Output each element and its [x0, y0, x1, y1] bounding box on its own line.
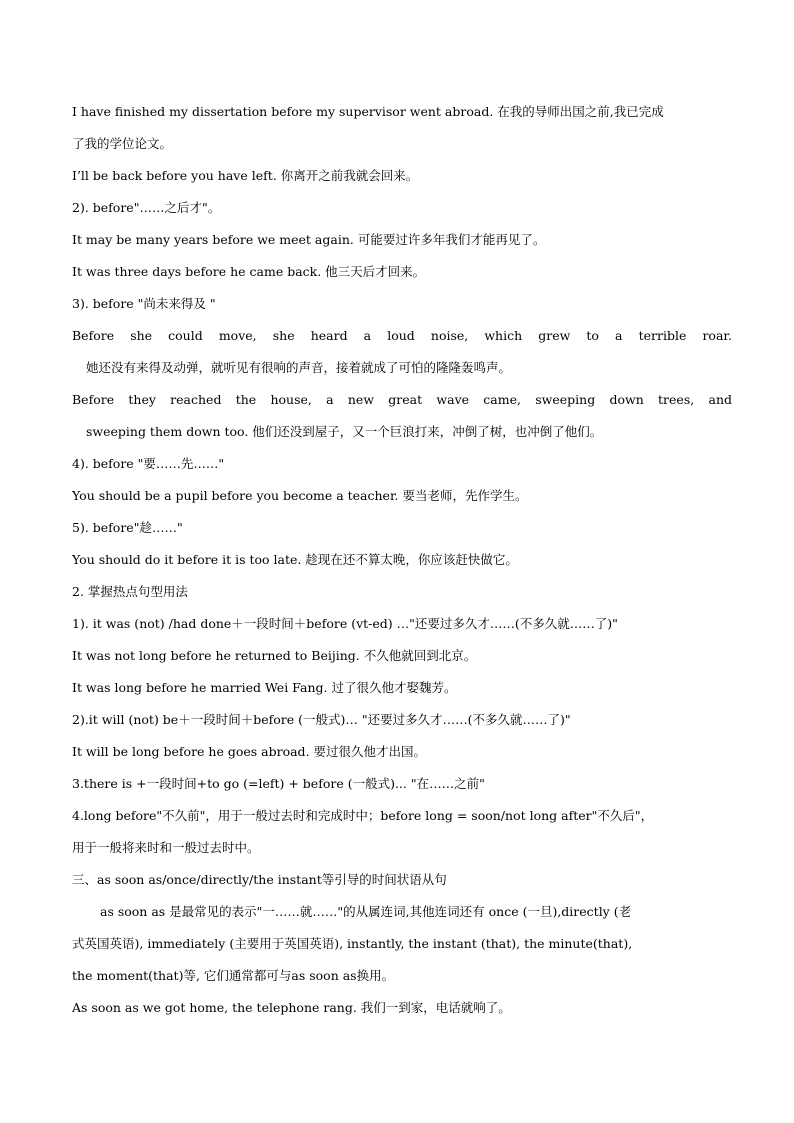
text-line: As soon as we got home, the telephone rang. 我们一到家，电话就响了。	[72, 1000, 511, 1015]
text-line: Before they reached the house, a new great wave came, sweeping down trees, and	[72, 392, 732, 407]
text-line: sweeping them down too. 他们还没到屋子，又一个巨浪打来，冲倒了树，也冲倒了他们。	[86, 424, 603, 439]
text-line: 4.long before"不久前"，用于一般过去时和完成时中；before long = soon/not long after"不久后"，	[72, 808, 654, 823]
text-line: It may be many years before we meet again. 可能要过许多年我们才能再见了。	[72, 232, 546, 247]
text-line: It was not long before he returned to Beijing. 不久他就回到北京。	[72, 648, 477, 663]
section-heading: 2. 掌握热点句型用法	[72, 584, 188, 599]
text-line: 式英国英语), immediately (主要用于英国英语), instantly, the instant (that), the minute(that),	[72, 936, 633, 951]
text-line: Before she could move, she heard a loud noise, which grew to a terrible roar.	[72, 328, 732, 343]
text-line: 2).it will (not) be＋一段时间＋before (一般式)… "还要过多久才……(不多久就……了)"	[72, 712, 571, 727]
section-heading: 三、as soon as/once/directly/the instant等引导的时间状语从句	[72, 872, 447, 887]
text-line: the moment(that)等, 它们通常都可与as soon as换用。	[72, 968, 395, 983]
text-line: 3). before "尚未来得及 "	[72, 296, 216, 311]
text-line: 用于一般将来时和一般过去时中。	[72, 840, 260, 855]
text-line: It was long before he married Wei Fang. 过了很久他才娶魏芳。	[72, 680, 457, 695]
text-line: 她还没有来得及动弹，就听见有很响的声音，接着就成了可怕的隆隆轰鸣声。	[86, 360, 512, 375]
text-line: 2). before"……之后才"。	[72, 200, 221, 215]
text-line: It will be long before he goes abroad. 要过很久他才出国。	[72, 744, 427, 759]
text-line: I have finished my dissertation before my supervisor went abroad. 在我的导师出国之前,我已完成	[72, 104, 664, 119]
text-line: 了我的学位论文。	[72, 136, 173, 151]
text-line: It was three days before he came back. 他三天后才回来。	[72, 264, 426, 279]
text-line: 3.there is +一段时间+to go (=left) + before (一般式)... "在……之前"	[72, 776, 485, 791]
text-line: 5). before"趁……"	[72, 520, 183, 535]
text-line: I’ll be back before you have left. 你离开之前我就会回来。	[72, 168, 419, 183]
text-line: 4). before "要……先……"	[72, 456, 225, 471]
text-line: You should do it before it is too late. 趁现在还不算太晚，你应该赶快做它。	[72, 552, 518, 567]
text-line: You should be a pupil before you become a teacher. 要当老师，先作学生。	[72, 488, 528, 503]
text-line: 1). it was (not) /had done＋一段时间＋before (vt-ed) …"还要过多久才……(不多久就……了)"	[72, 616, 618, 631]
text-line: as soon as 是最常见的表示"一……就……"的从属连词,其他连词还有 once (一旦),directly (老	[100, 904, 632, 919]
